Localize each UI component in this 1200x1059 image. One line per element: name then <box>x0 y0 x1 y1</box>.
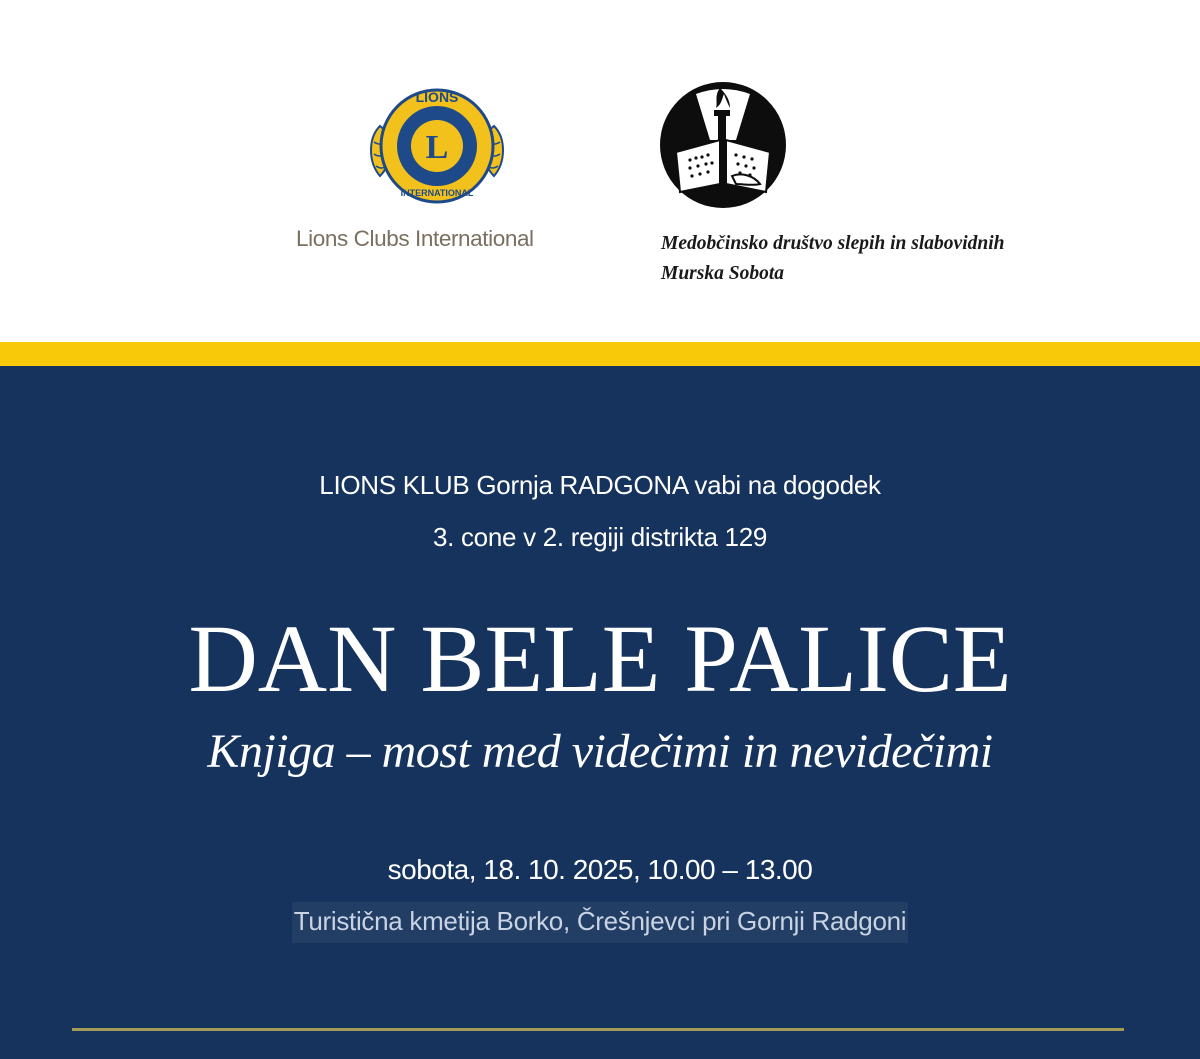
mdss-emblem <box>656 80 790 210</box>
lions-logo-letter: L <box>425 129 449 166</box>
yellow-band <box>0 342 1200 366</box>
lions-clubs-caption: Lions Clubs International <box>296 226 534 251</box>
lions-logo-top-text: LIONS <box>415 89 459 105</box>
mdss-caption-line2: Murska Sobota <box>661 263 784 284</box>
event-date-time: sobota, 18. 10. 2025, 10.00 – 13.00 <box>387 854 813 885</box>
intro-line-1: LIONS KLUB Gornja RADGONA vabi na dogodek <box>319 470 881 500</box>
lions-logo-bottom-text: INTERNATIONAL <box>400 188 474 198</box>
lions-clubs-emblem <box>366 78 508 214</box>
mdss-caption-line1: Medobčinsko društvo slepih in slabovidnih <box>661 233 1005 254</box>
intro-line-2: 3. cone v 2. regiji distrikta 129 <box>432 522 768 552</box>
event-title: DAN BELE PALICE <box>188 605 1012 712</box>
header <box>0 0 1200 342</box>
event-subtitle: Knjiga – most med videčimi in nevidečimi <box>207 725 993 778</box>
event-venue-wrap <box>0 902 1200 943</box>
divider-rule <box>72 1028 1124 1031</box>
mdss-caption <box>661 229 1004 289</box>
event-venue[interactable]: Turistična kmetija Borko, Črešnjevci pri Gornji Radgoni <box>292 902 909 943</box>
